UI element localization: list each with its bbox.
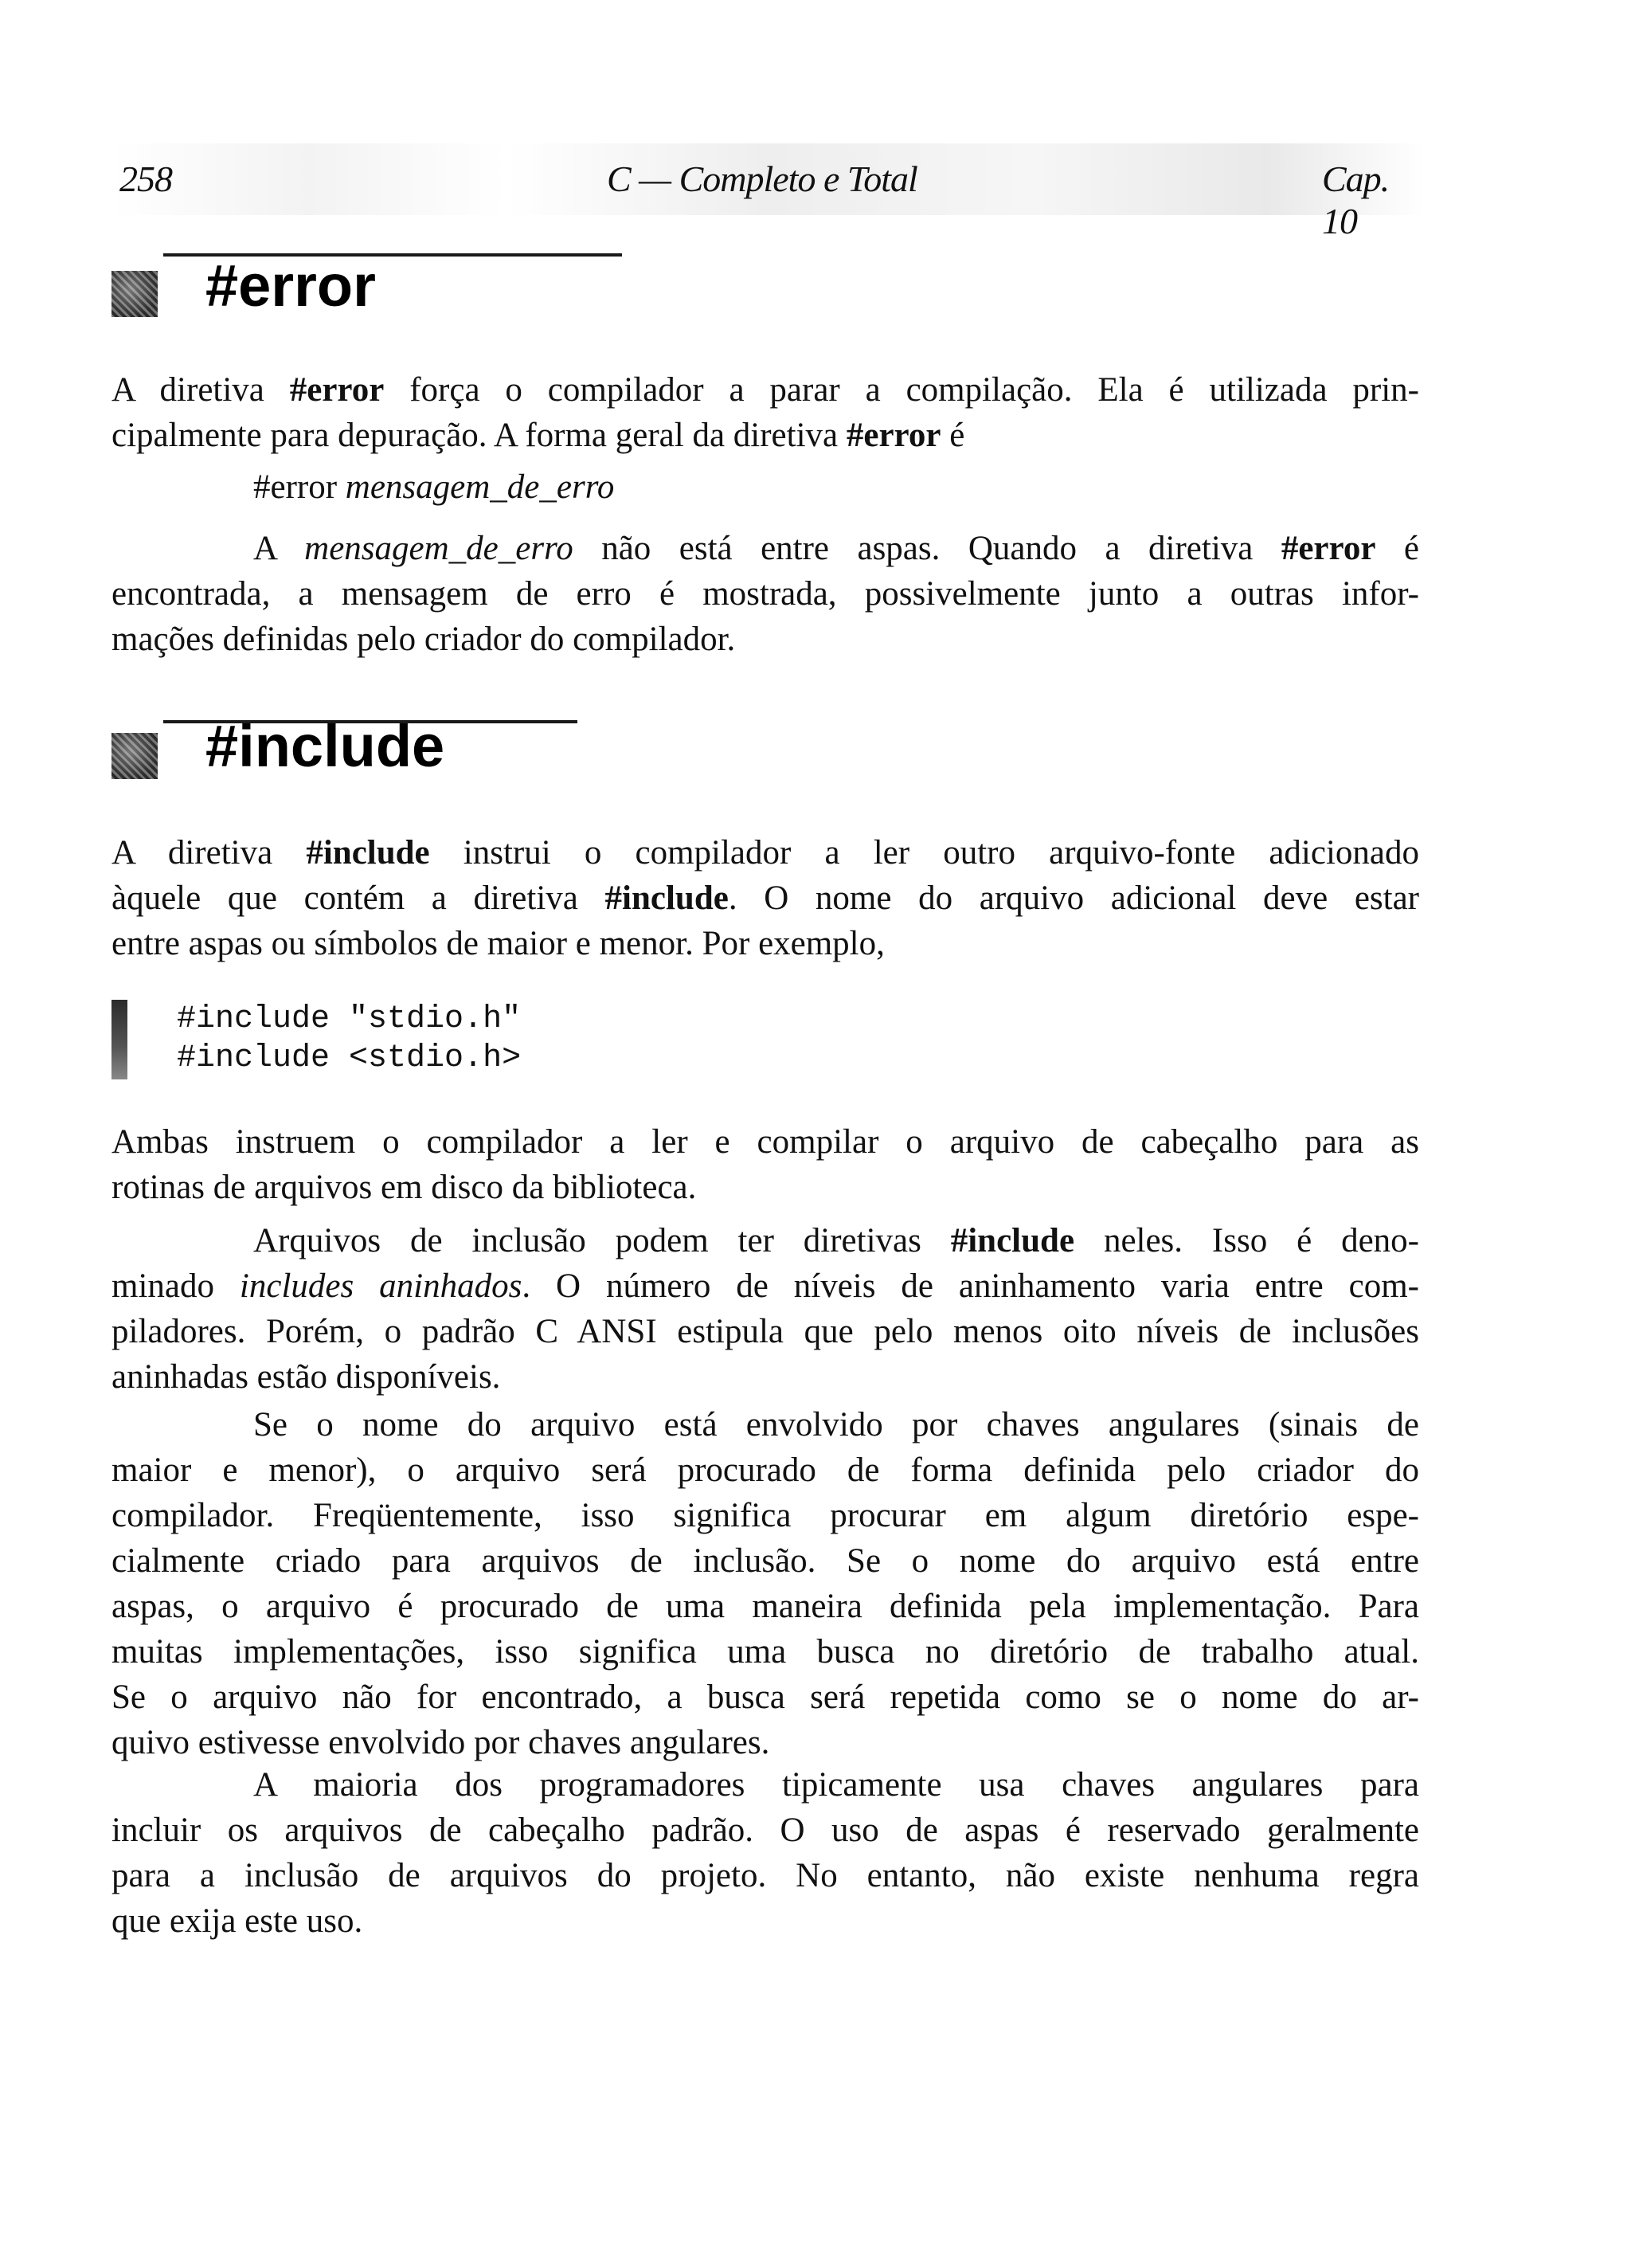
include-paragraph-1 — [111, 830, 1419, 966]
book-title: C — Completo e Total — [607, 159, 917, 199]
text-line: Arquivos de inclusão podem ter diretivas #include neles. Isso é deno- — [253, 1222, 1419, 1259]
text-line: Se o nome do arquivo está envolvido por chaves angulares (sinais de — [253, 1406, 1419, 1443]
text-line: maior e menor), o arquivo será procurado de forma definida pelo criador do — [111, 1451, 1419, 1489]
page-number: 258 — [119, 159, 172, 199]
chapter-label: Cap. 10 — [1322, 159, 1390, 241]
text-line: cialmente criado para arquivos de inclusão. Se o nome do arquivo está entre — [111, 1542, 1419, 1580]
section-title: #error — [205, 253, 376, 319]
text-line: cipalmente para depuração. A forma geral da diretiva #error é — [111, 417, 965, 454]
text-line: encontrada, a mensagem de erro é mostrada, possivelmente junto a outras infor- — [111, 575, 1419, 613]
code-line: #include "stdio.h" — [177, 1001, 522, 1037]
text-line: A mensagem_de_erro não está entre aspas. Quando a diretiva #error é — [253, 530, 1419, 567]
text-line: aspas, o arquivo é procurado de uma maneira definida pela implementação. Para — [111, 1588, 1419, 1625]
text-line: minado includes aninhados. O número de níveis de aninhamento varia entre com- — [111, 1267, 1419, 1305]
text-line: A maioria dos programadores tipicamente usa chaves angulares para — [253, 1766, 1419, 1804]
text-line: Se o arquivo não for encontrado, a busca será repetida como se o nome do ar- — [111, 1678, 1419, 1716]
include-paragraph-5 — [111, 1762, 1419, 1944]
text-line: compilador. Freqüentemente, isso significa procurar em algum diretório espe- — [111, 1497, 1419, 1534]
section-title: #include — [205, 713, 445, 779]
text-line: que exija este uso. — [111, 1902, 363, 1940]
text-line: A diretiva #include instrui o compilador a ler outro arquivo-fonte adicionado — [111, 834, 1419, 872]
text-line: àquele que contém a diretiva #include. O nome do arquivo adicional deve estar — [111, 879, 1419, 917]
text-line: Ambas instruem o compilador a ler e compilar o arquivo de cabeçalho para as — [111, 1123, 1419, 1161]
code-line: #include <stdio.h> — [177, 1040, 522, 1076]
running-header — [111, 143, 1426, 241]
text-line: mações definidas pelo criador do compilador. — [111, 621, 736, 658]
code-block-marker — [111, 1000, 127, 1079]
text-line: entre aspas ou símbolos de maior e menor. Por exemplo, — [111, 925, 885, 962]
text-line: muitas implementações, isso significa uma busca no diretório de trabalho atual. — [111, 1633, 1419, 1671]
error-paragraph-1 — [111, 367, 1419, 458]
text-line: aninhadas estão disponíveis. — [111, 1358, 501, 1396]
syntax-directive: #error — [253, 468, 338, 506]
text-line: A diretiva #error força o compilador a parar a compilação. Ela é utilizada prin- — [111, 371, 1419, 409]
section-marker-icon — [111, 733, 158, 779]
error-syntax — [253, 464, 614, 510]
error-paragraph-2 — [111, 526, 1419, 662]
text-line: quivo estivesse envolvido por chaves angulares. — [111, 1724, 770, 1761]
include-paragraph-2 — [111, 1119, 1419, 1210]
include-paragraph-3 — [111, 1218, 1419, 1400]
text-line: rotinas de arquivos em disco da biblioteca. — [111, 1169, 697, 1206]
text-line: incluir os arquivos de cabeçalho padrão. O uso de aspas é reservado geralmente — [111, 1812, 1419, 1849]
text-line: piladores. Porém, o padrão C ANSI estipula que pelo menos oito níveis de inclusões — [111, 1313, 1419, 1350]
text-line: para a inclusão de arquivos do projeto. No entanto, não existe nenhuma regra — [111, 1857, 1419, 1894]
include-paragraph-4 — [111, 1402, 1419, 1765]
syntax-argument: mensagem_de_erro — [345, 468, 615, 506]
section-marker-icon — [111, 271, 158, 317]
